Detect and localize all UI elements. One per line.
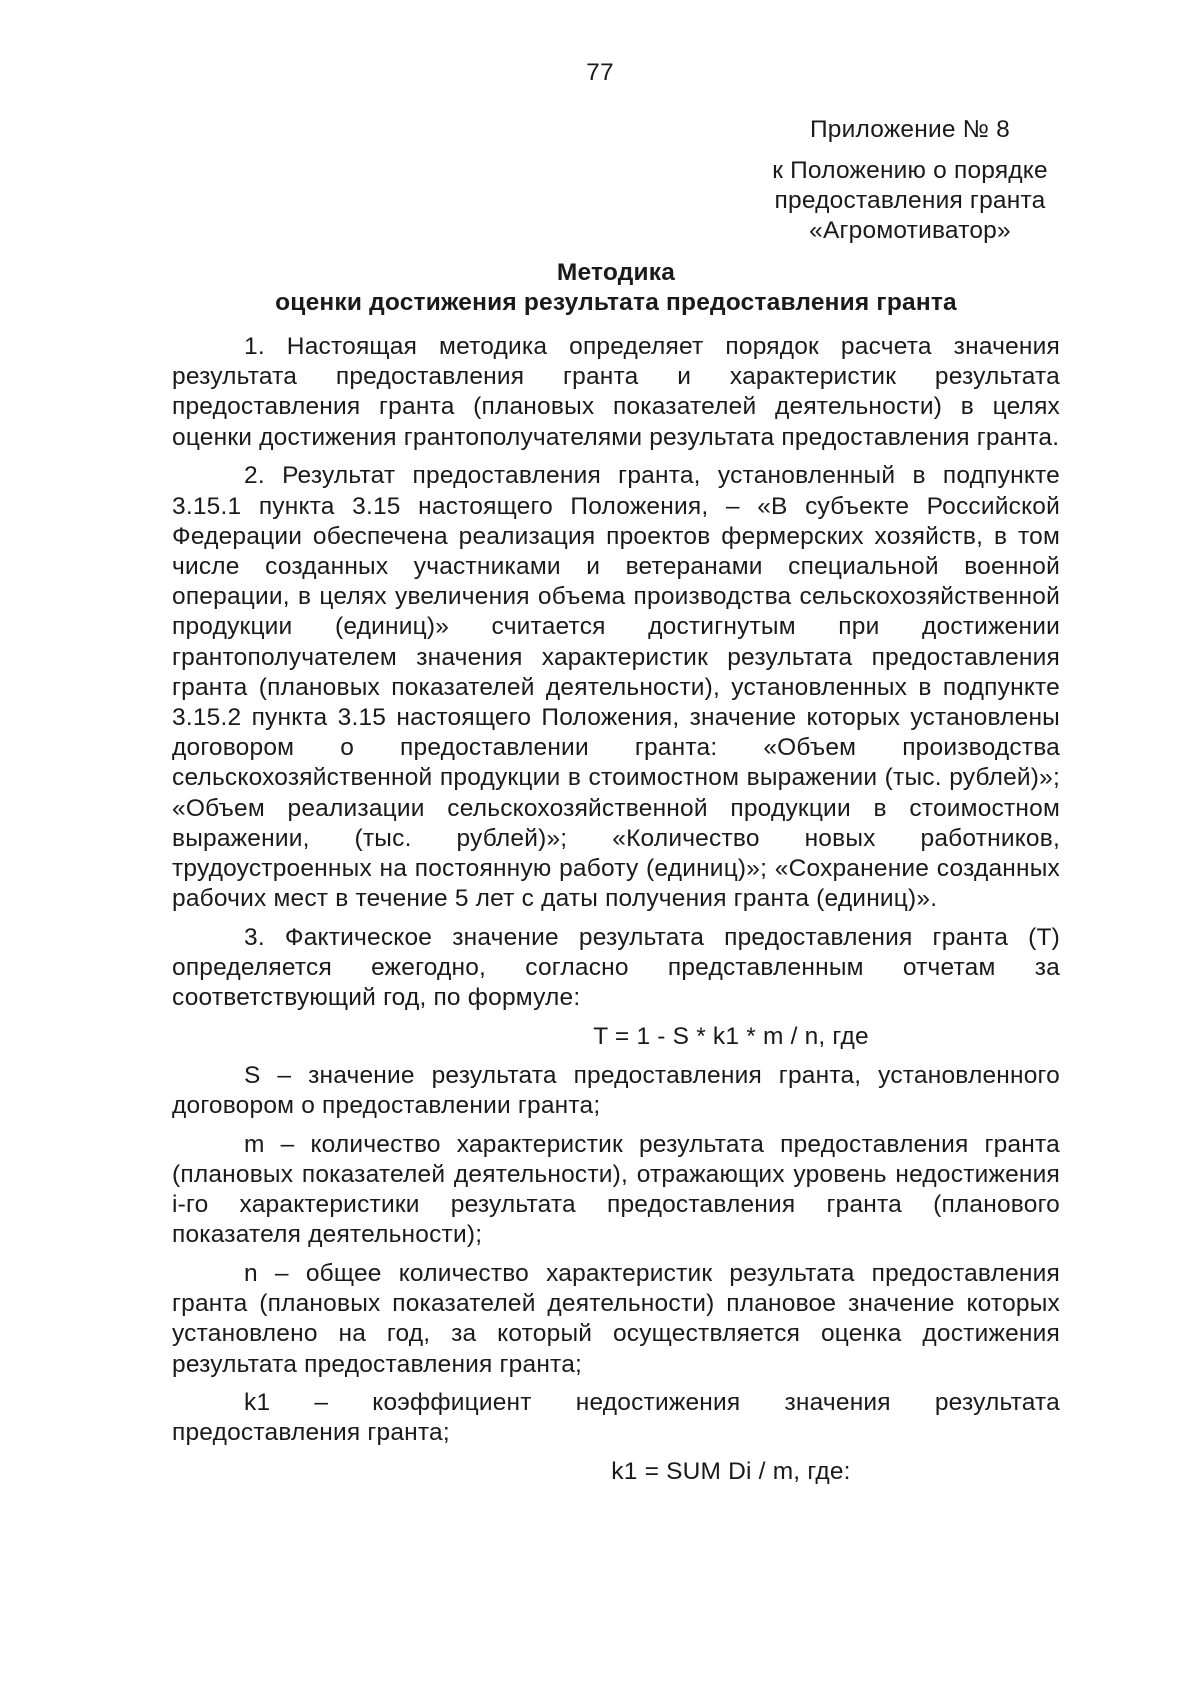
document-subtitle: оценки достижения результата предоставления гранта (275, 289, 957, 316)
appendix-ref-line: предоставления гранта (774, 187, 1046, 214)
definition-k1: k1 – коэффициент недостижения значения результата предоставления гранта; (172, 1389, 1060, 1447)
paragraph-1: 1. Настоящая методика определяет порядок расчета значения результата предоставления гранта и характеристик результата предоставления гранта (плановых показателей деятельности) в целях оценки достижения грантополучателями результата предоставления гранта. (172, 333, 1060, 451)
paragraph-3: 3. Фактическое значение результата предоставления гранта (T) определяется ежегодно, согласно представленным отчетам за соответствующий год, по формуле: (172, 923, 1060, 1012)
appendix-ref-line: к Положению о порядке (772, 157, 1048, 184)
paragraph-2: 2. Результат предоставления гранта, установленный в подпункте 3.15.1 пункта 3.15 настоящего Положения, – «В субъекте Российской Федерации обеспечена реализация проектов фермерских хозяйств, в том числе созданных участниками и ветеранами специальной военной операции, в целях увеличения объема производства сельскохозяйственной продукции (единиц)» считается достигнутым при достижении грантополучателем значения характеристик результата предоставления гранта (плановых показателей деятельности), установленных в подпункте 3.15.2 пункта 3.15 настоящего Положения, значение которых установлены договором о предоставлении гранта: «Объем производства сельскохозяйственной продукции в стоимостном выражении (тыс. рублей)»; «Объем реализации сельскохозяйственной продукции в стоимостном выражении, (тыс. рублей)»; «Количество новых работников, трудоустроенных на постоянную работу (единиц)»; «Сохранение созданных рабочих мест в течение 5 лет с даты получения гранта (единиц)». (172, 462, 1060, 913)
formula-t: T = 1 - S * k1 * m / n, где (593, 1022, 869, 1050)
appendix-ref-line: «Агромотиватор» (809, 217, 1011, 244)
document-title: Методика (556, 259, 676, 286)
formula-k1: k1 = SUM Di / m, где: (611, 1457, 851, 1485)
definition-m: m – количество характеристик результата предоставления гранта (плановых показателей деятельности), отражающих уровень недостижения i-го характеристики результата предоставления гранта (планового показателя деятельности); (172, 1130, 1060, 1249)
definition-n: n – общее количество характеристик результата предоставления гранта (плановых показателей деятельности) плановое значение которых установлено на год, за который осуществляется оценка достижения результата предоставления гранта; (172, 1259, 1060, 1378)
appendix-reference (760, 156, 1060, 246)
definition-s: S – значение результата предоставления гранта, установленного договором о предоставлении гранта; (172, 1061, 1060, 1119)
appendix-title: Приложение № 8 (809, 116, 1011, 143)
document-body (172, 332, 1060, 1487)
page-number: 77 (586, 59, 614, 86)
